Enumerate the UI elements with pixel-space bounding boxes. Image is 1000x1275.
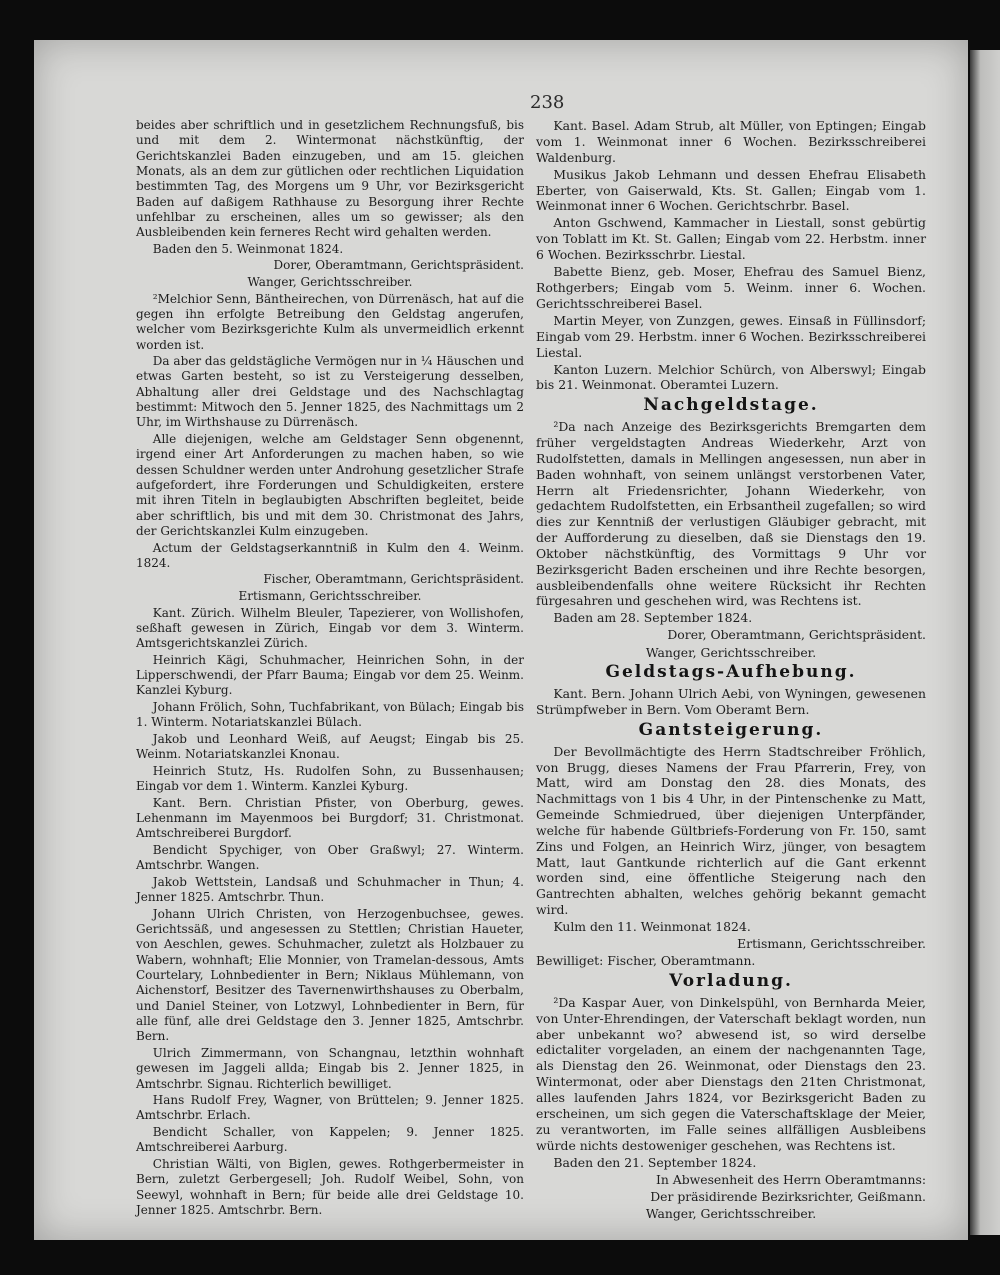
list-entry: Babette Bienz, geb. Moser, Ehefrau des Samuel Bienz, Rothgerbers; Eingab vom 5. Weinm. inner 6. Wochen. Gerichtsschreiberei Basel. — [536, 264, 926, 311]
list-entry: Kant. Bern. Christian Pfister, von Oberburg, gewes. Lehenmann im Mayenmoos bei Burgdorf; 31. Christmonat. Amtschreiberei Burgdorf. — [136, 795, 524, 841]
section-heading: Nachgeldstage. — [643, 395, 819, 416]
list-entry: Kanton Luzern. Melchior Schürch, von Alberswyl; Eingab bis 21. Weinmonat. Oberamtei Luzern. — [536, 361, 926, 393]
list-entry: Musikus Jakob Lehmann und dessen Ehefrau Elisabeth Eberter, von Gaiserwald, Kts. St. Gallen; Eingab vom 1. Weinmonat inner 6 Wochen. Gerichtschrbr. Basel. — [536, 166, 926, 214]
notice-paragraph: ²Melchior Senn, Bäntheirechen, von Dürrenäsch, hat auf die gegen ihn erfolgte Betreibung den Geldstag angerufen, welcher vom Bezirksgerichte Kulm als unvermeidlich erkennt worden ist. — [136, 291, 524, 352]
list-entry: Heinrich Stutz, Hs. Rudolfen Sohn, zu Bussenhausen; Eingab vor dem 1. Winterm. Kanzlei Kyburg. — [136, 763, 524, 794]
list-entry: Heinrich Kägi, Schuhmacher, Heinrichen Sohn, in der Lipperschwendi, der Pfarr Bauma; Eingab vor dem 25. Weinm. Kanzlei Kyburg. — [136, 652, 524, 698]
section-heading: Gantsteigerung. — [638, 719, 824, 740]
list-entry: Martin Meyer, von Zunzgen, gewes. Einsaß in Füllinsdorf; Eingab vom 29. Herbstm. inner 6 Wochen. Bezirksschreiberei Liestal. — [536, 312, 926, 360]
notice-date: Baden am 28. September 1824. — [553, 610, 753, 626]
notice-paragraph: ²Da Kaspar Auer, von Dinkelspühl, von Bernharda Meier, von Unter-Ehrendingen, der Vaterschaft beklagt worden, nun aber unbekannt wo? abwesend ist, so wird derselbe edictaliter vorgeladen, an einem der nachgenannten Tage, als Dienstag den 26. Weinmonat, oder Dienstags den 23. Wintermonat, oder aber Dienstags den 21ten Christmonat, alles laufenden Jahrs 1824, vor Bezirksgericht Baden zu erscheinen, um sich gegen die Vaterschaftsklage der Meier, zu verantworten, im Falle seines allfälligen Ausbleibens würde nichts destoweniger geschehen, was Rechtens ist. — [536, 994, 926, 1153]
list-entry: Bendicht Schaller, von Kappelen; 9. Jenner 1825. Amtschreiberei Aarburg. — [136, 1124, 524, 1155]
continued-notice: beides aber schriftlich und in gesetzlichem Rechnungsfuß, bis und mit dem 2. Wintermonat nächstkünftig, der Gerichtskanzlei Baden einzugeben, und am 15. gleichen Monats, als an dem zur gütlichen oder rechtlichen Liquidation bestimmten Tag, des Morgens um 9 Uhr, vor Bezirksgericht Baden auf daßigem Rathhause zu Besorgung ihrer Rechte unfehlbar zu erscheinen, alles um so gewisser; als den Ausbleibenden kein ferneres Recht wird gehalten werden. — [136, 118, 524, 240]
signature: Dorer, Oberamtmann, Gerichtspräsident. — [667, 627, 926, 643]
signature: Bewilliget: Fischer, Oberamtmann. — [536, 953, 756, 969]
page-number: 238 — [530, 92, 565, 113]
notice-paragraph: Der Bevollmächtigte des Herrn Stadtschreiber Fröhlich, von Brugg, dieses Namens der Frau Pfarrerin, Frey, von Matt, wird am Donstag den 28. dies Monats, des Nachmittags von 1 bis 4 Uhr, in der Pintenschenke zu Matt, Gemeinde Schmiedrued, über diejenigen Unterpfänder, welche für habende Gültbriefs-Forderung von Fr. 150, samt Zins und Folgen, an Heinrich Wirz, jünger, von besagtem Matt, laut Gantkunde richterlich auf die Gant erkennt worden sind, eine öffentliche Steigerung nach den Gantrechten abhalten, welches gehörig bekannt gemacht wird. — [536, 743, 926, 918]
list-entry: Kant. Basel. Adam Strub, alt Müller, von Eptingen; Eingab vom 1. Weinmonat inner 6 Wochen. Bezirksschreiberei Waldenburg. — [536, 118, 926, 165]
signature: Wanger, Gerichtsschreiber. — [645, 1205, 817, 1221]
notice-paragraph: Alle diejenigen, welche am Geldstager Senn obgenennt, irgend einer Art Anforderungen zu machen haben, so wie dessen Schuldner werden unter Androhung gesetzlicher Strafe aufgefordert, ihre Forderungen und Schuldigkeiten, erstere mit ihren Titeln in beglaubigten Abschriften begleitet, beide aber schriftlich, bis und mit dem 30. Christmonat des Jahrs, der Gerichtskanzlei Kulm einzugeben. — [136, 432, 524, 539]
list-entry: Johann Ulrich Christen, von Herzogenbuchsee, gewes. Gerichtssäß, und angesessen zu Stettlen; Christian Haueter, von Aeschlen, gewes. Schuhmacher, zuletzt als Holzbauer zu Wabern, wohnhaft; Elie Monnier, von Tramelan-dessous, Amts Courtelary, Lohnbedienter in Bern; Niklaus Mühlemann, von Aichenstorf, Besitzer des Tavernenwirthshauses zu Oberbalm, und Daniel Steiner, von Lotzwyl, Lohnbedienter in Bern, für alle fünf, alle drei Geldstage den 3. Jenner 1825, Amtschrbr. Bern. — [136, 906, 524, 1044]
list-entry: Kant. Zürich. Wilhelm Bleuler, Tapezierer, von Wollishofen, seßhaft gewesen in Zürich, Eingab vor dem 3. Winterm. Amtsgerichtskanzlei Zürich. — [136, 605, 524, 651]
signature: Wanger, Gerichtsschreiber. — [645, 644, 817, 660]
signature: Wanger, Gerichtsschreiber. — [247, 275, 413, 289]
notice-paragraph: Kant. Bern. Johann Ulrich Aebi, von Wyningen, gewesenen Strümpfweber in Bern. Vom Oberamt Bern. — [536, 686, 926, 718]
signature: Fischer, Oberamtmann, Gerichtspräsident. — [263, 572, 524, 587]
signature: Ertismann, Gerichtsschreiber. — [238, 589, 422, 603]
right-column — [536, 118, 926, 1223]
section-heading: Geldstags-Aufhebung. — [605, 662, 857, 683]
notice-date: Baden den 5. Weinmonat 1824. — [152, 241, 344, 256]
signature: Ertismann, Gerichtsschreiber. — [737, 936, 926, 952]
list-entry: Jakob Wettstein, Landsaß und Schuhmacher in Thun; 4. Jenner 1825. Amtschrbr. Thun. — [136, 874, 524, 905]
list-entry: Christian Wälti, von Biglen, gewes. Rothgerbermeister in Bern, zuletzt Gerbergesell; Joh. Rudolf Weibel, Sohn, von Seewyl, wohnhaft in Bern; für beide alle drei Geldstage 10. Jenner 1825. Amtschrbr. Bern. — [136, 1156, 524, 1217]
signature: Dorer, Oberamtmann, Gerichtspräsident. — [273, 258, 524, 273]
section-heading: Vorladung. — [669, 971, 793, 992]
list-entry: Hans Rudolf Frey, Wagner, von Brüttelen; 9. Jenner 1825. Amtschrbr. Erlach. — [136, 1093, 524, 1123]
notice-paragraph: ²Da nach Anzeige des Bezirksgerichts Bremgarten dem früher vergeldstagten Andreas Wiederkehr, Arzt von Rudolfstetten, damals in Mellingen angesessen, nun aber in Baden wohnhaft, von seinem unlängst verstorbenen Vater, Herrn alt Friedensrichter, Johann Wiederkehr, von gedachtem Rudolfstetten, ein Erbsantheil zugefallen; so wird dies zur Kenntniß der verlustigen Gläubiger gebracht, mit der Aufforderung zu dieselben, daß sie Dienstags den 19. Oktober nächstkünftig, des Vormittags 9 Uhr vor Bezirksgericht Baden erscheinen und ihre Rechte besorgen, ausbleibendenfalls ohne weitere Rücksicht ihr Rechten fürgesahren und geschehen wird, was Rechtens ist. — [536, 419, 926, 609]
notice-date: Actum der Geldstagserkanntniß in Kulm den 4. Weinm. 1824. — [136, 540, 524, 570]
notice-paragraph: Da aber das geldstägliche Vermögen nur in ¼ Häuschen und etwas Garten besteht, so ist zu Versteigerung desselben, Abhaltung aller drei Geldstage und des Nachschlagtag bestimmt: Mitwoch den 5. Jenner 1825, des Nachmittags um 2 Uhr, im Wirthshause zu Dürrenäsch. — [136, 354, 524, 430]
list-entry: Jakob und Leonhard Weiß, auf Aeugst; Eingab bis 25. Weinm. Notariatskanzlei Knonau. — [136, 731, 524, 762]
signature: Der präsidirende Bezirksrichter, Geißmann. — [650, 1188, 926, 1204]
next-page-edge — [970, 50, 1000, 1235]
notice-date: Kulm den 11. Weinmonat 1824. — [553, 919, 751, 935]
left-column — [136, 118, 524, 1219]
list-entry: Johann Frölich, Sohn, Tuchfabrikant, von Bülach; Eingab bis 1. Winterm. Notariatskanzlei Bülach. — [136, 699, 524, 730]
list-entry: Bendicht Spychiger, von Ober Graßwyl; 27. Winterm. Amtschrbr. Wangen. — [136, 842, 524, 873]
list-entry: Anton Gschwend, Kammacher in Liestall, sonst gebürtig von Toblatt im Kt. St. Gallen; Eingab vom 22. Herbstm. inner 6 Wochen. Bezirksschrbr. Liestal. — [536, 215, 926, 263]
notice-date: Baden den 21. September 1824. — [553, 1154, 757, 1170]
signature: In Abwesenheit des Herrn Oberamtmanns: — [655, 1171, 926, 1187]
list-entry: Ulrich Zimmermann, von Schangnau, letzthin wohnhaft gewesen im Jaggeli allda; Eingab bis 2. Jenner 1825, in Amtschrbr. Signau. Richterlich bewilliget. — [136, 1045, 524, 1091]
